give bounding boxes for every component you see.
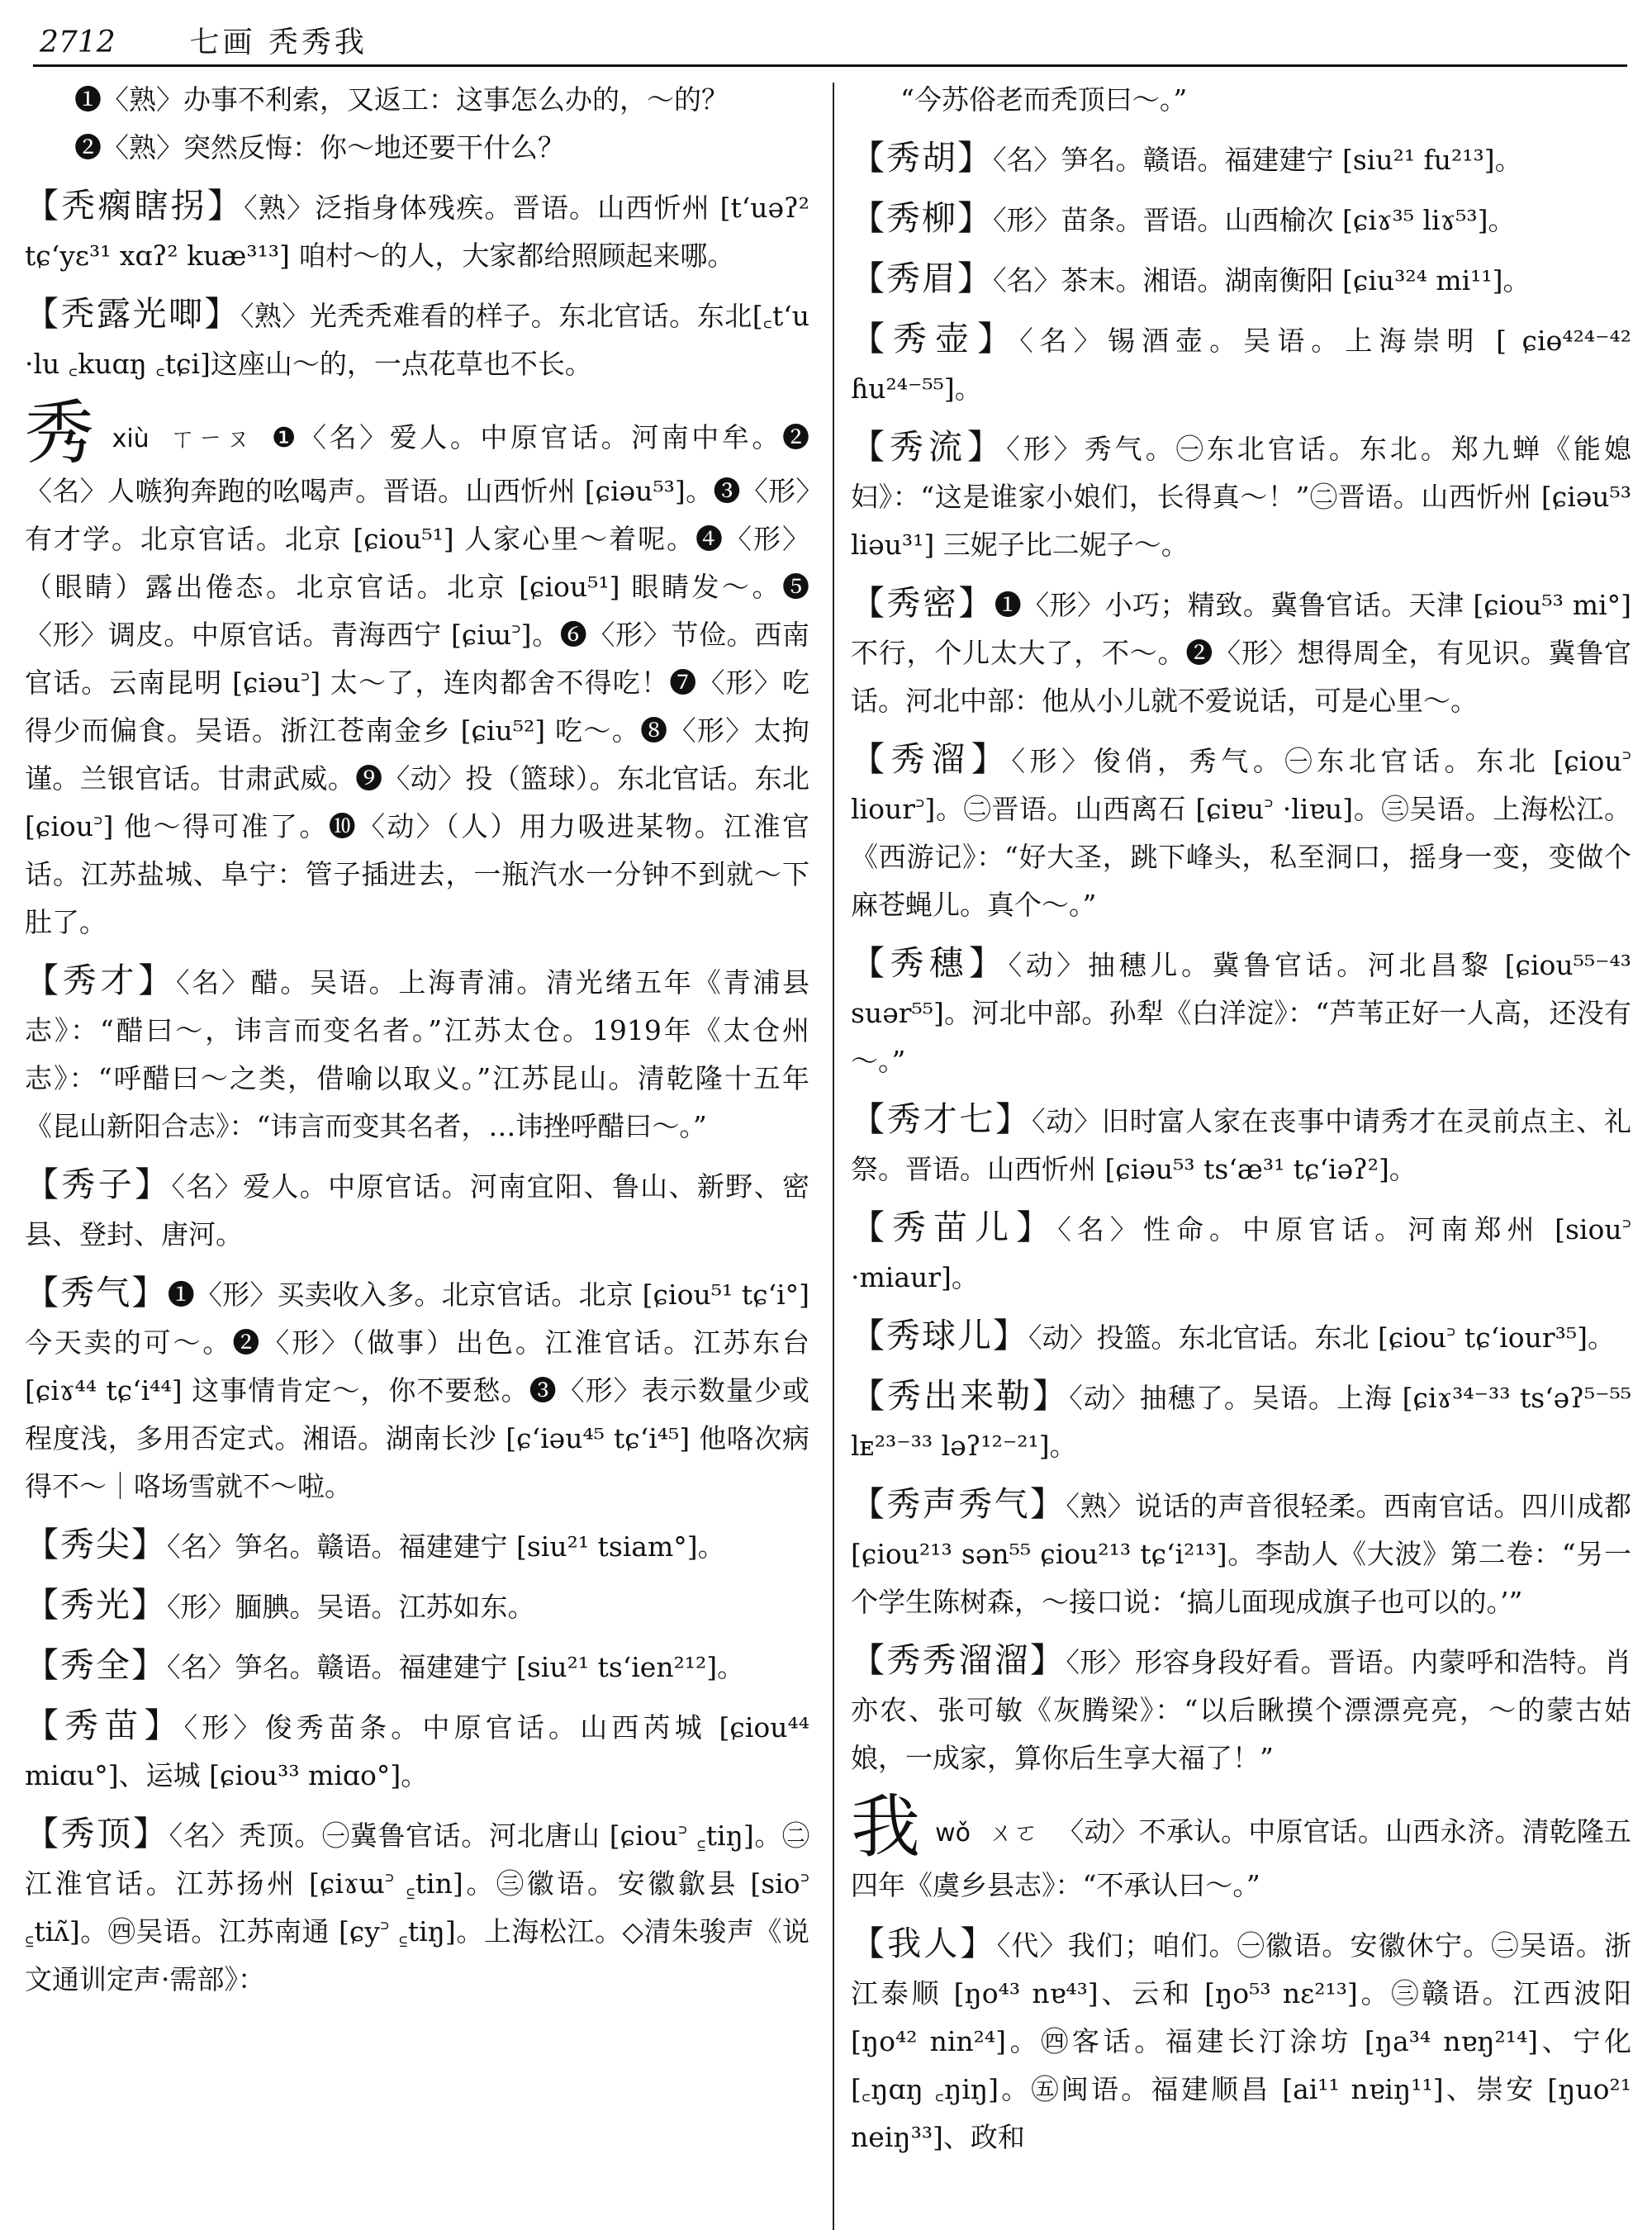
- entry-headword: 【秃露光唧】: [25, 294, 240, 334]
- entry-headword: 【秀壶】: [851, 319, 1020, 358]
- entry-headword: 【秀密】: [851, 583, 995, 623]
- entry-definition: 〈名〉锡酒壶。吴语。上海崇明 [ ɕiɵ⁴²⁴⁻⁴² ɦu²⁴⁻⁵⁵]。: [851, 325, 1631, 405]
- dictionary-entry: [25, 1521, 809, 1571]
- left-column: [25, 76, 809, 2014]
- entry-definition: 〈名〉爱人。中原官话。河南宜阳、鲁山、新野、密县、登封、唐河。: [25, 1170, 810, 1250]
- entry-definition: 〈形〉俊俏，秀气。㊀东北官话。东北 [ɕiou꜄ liour꜄]。㊁晋语。山西离石 [ɕiɐu꜄ ·liɐu]。㊂吴语。上海松江。《西游记》：“好大圣，跳下峰头，私至洞口，摇身一变，变做个麻苍蝇儿。真个～。”: [851, 745, 1631, 921]
- entry-headword: 【秀柳】: [851, 198, 993, 238]
- entry-definition: 〈动〉抽穗儿。冀鲁官话。河北昌黎 [ɕiou⁵⁵⁻⁴³ suər⁵⁵]。河北中部。孙犁《白洋淀》：“芦苇正好一人高，还没有～。”: [851, 949, 1632, 1077]
- dictionary-entry: [851, 423, 1631, 569]
- entry-headword: 【秀球儿】: [851, 1316, 1028, 1355]
- entry-definition: 〈名〉笋名。赣语。福建建宁 [siu²¹ fu²¹³]。: [993, 144, 1522, 176]
- entry-continuation: [25, 76, 809, 124]
- entry-definition: ❶〈形〉小巧；精致。冀鲁官话。天津 [ɕiou⁵³ mi°] 不行，个儿太大了，不～。❷〈形〉想得周全，有见识。冀鲁官话。河北中部：他从小儿就不爱说话，可是心里～。: [851, 589, 1631, 717]
- entry-definition: 〈动〉旧时富人家在丧事中请秀才在灵前点主、礼祭。晋语。山西忻州 [ɕiəu⁵³ ts‘æ³¹ tɕ‘iəʔ²]。: [851, 1105, 1632, 1185]
- entry-headword: 【秀子】: [25, 1165, 172, 1204]
- entry-definition: 〈名〉笋名。赣语。福建建宁 [siu²¹ tsiam°]。: [167, 1530, 725, 1563]
- entry-headword: 【秀苗儿】: [851, 1208, 1058, 1247]
- dictionary-entry: [25, 1810, 809, 2004]
- entry-headword: 【秀顶】: [25, 1814, 169, 1853]
- entry-headword: 【秀声秀气】: [851, 1484, 1066, 1524]
- entry-definition: 〈熟〉光秃秃难看的样子。东北官话。东北[꜀t‘u ·lu ꜀kuɑŋ ꜀tɕi]这座山～的，一点花草也不长。: [25, 300, 810, 380]
- entry-definition: “今苏俗老而秃顶曰～。”: [900, 83, 1188, 116]
- entry-definition: 〈动〉抽穗了。吴语。上海 [ɕiɤ³⁴⁻³³ ts‘əʔ⁵⁻⁵⁵ lᴇ²³⁻³³ ləʔ¹²⁻²¹]。: [851, 1382, 1632, 1462]
- dictionary-entry: [851, 1095, 1631, 1193]
- dictionary-entry: [25, 956, 809, 1151]
- entry-definition: 〈名〉醋。吴语。上海青浦。清光绪五年《青浦县志》：“醋曰～，讳言而变名者。”江苏太仓。1919年《太仓州志》：“呼醋曰～之类，借喻以取义。”江苏昆山。清乾隆十五年《昆山新阳合志》：“讳言而变其名者，…讳挫呼醋曰～。”: [25, 966, 810, 1142]
- entry-headword: 【秀苗】: [25, 1706, 184, 1745]
- entry-definition: 〈形〉秀气。㊀东北官话。东北。郑九蝉《能媳妇》：“这是谁家小娘们，长得真～！”㊁晋语。山西忻州 [ɕiəu⁵³ liəu³¹] 三妮子比二妮子～。: [851, 433, 1632, 561]
- dictionary-entry: [851, 1480, 1631, 1626]
- dictionary-entry: [851, 1636, 1631, 1782]
- entry-definition: 〈名〉性命。中原官话。河南郑州 [siou꜄ ·miaur]。: [851, 1213, 1631, 1293]
- dictionary-entry: [851, 1203, 1631, 1302]
- dictionary-entry: [851, 939, 1631, 1085]
- head-character: 我: [851, 1786, 921, 1867]
- pinyin: xiù: [112, 425, 150, 453]
- head-character: 秀: [25, 392, 97, 473]
- entry-definition: ❷〈熟〉突然反悔：你～地还要干什么？: [74, 131, 565, 164]
- entry-headword: 【秀才】: [25, 961, 176, 1000]
- entry-continuation: [851, 76, 1631, 124]
- entry-definition: 〈动〉投篮。东北官话。东北 [ɕiou꜄ tɕ‘iour³⁵]。: [1028, 1321, 1615, 1354]
- bopomofo: ㄨㄛ: [989, 1819, 1039, 1848]
- entry-headword: 【秃瘸瞎拐】: [25, 186, 244, 225]
- dictionary-entry: [25, 290, 809, 388]
- entry-headword: 【秀溜】: [851, 739, 1012, 779]
- dictionary-entry: [851, 315, 1631, 413]
- dictionary-entry: [851, 254, 1631, 305]
- page-number: 2712: [40, 26, 116, 59]
- entry-definition: 〈名〉笋名。赣语。福建建宁 [siu²¹ ts‘ien²¹²]。: [167, 1651, 745, 1683]
- entry-definition: 〈形〉俊秀苗条。中原官话。山西芮城 [ɕiou⁴⁴ miɑu°]、运城 [ɕiou³³ miɑo°]。: [25, 1711, 809, 1791]
- entry-continuation: [25, 124, 809, 172]
- right-column: [851, 76, 1631, 2171]
- dictionary-entry: [25, 1701, 809, 1800]
- pinyin: wǒ: [935, 1819, 971, 1848]
- character-entry: [851, 1786, 1631, 1910]
- entry-headword: 【秀才七】: [851, 1099, 1032, 1139]
- entry-definition: 〈形〉腼腆。吴语。江苏如东。: [167, 1591, 535, 1623]
- entry-definition: 〈名〉茶末。湘语。湖南衡阳 [ɕiu³²⁴ mi¹¹]。: [993, 264, 1531, 297]
- entry-definition: 〈熟〉说话的声音很轻柔。西南官话。四川成都 [ɕiou²¹³ sən⁵⁵ ɕiou²¹³ tɕ‘i²¹³]。李劼人《大波》第二卷：“另一个学生陈树森，～接口说：‘搞儿面现成旗子也可以的。’”: [851, 1490, 1632, 1618]
- dictionary-entry: [851, 134, 1631, 184]
- entry-headword: 【秀全】: [25, 1645, 167, 1685]
- entry-headword: 【秀胡】: [851, 138, 993, 178]
- dictionary-entry: [851, 579, 1631, 725]
- dictionary-entry: [851, 1919, 1631, 2161]
- column-divider: [833, 83, 834, 2230]
- entry-headword: 【我人】: [851, 1924, 997, 1963]
- entry-headword: 【秀穗】: [851, 943, 1009, 983]
- entry-definition: 〈形〉形容身段好看。晋语。内蒙呼和浩特。肖亦农、张可敏《灰腾梁》：“以后瞅摸个漂漂亮亮，～的蒙古姑娘，一成家，算你后生享大福了！”: [851, 1646, 1632, 1774]
- entry-definition: ❶〈形〉买卖收入多。北京官话。北京 [ɕiou⁵¹ tɕ‘i°] 今天卖的可～。❷〈形〉（做事）出色。江淮官话。江苏东台 [ɕiɤ⁴⁴ tɕ‘i⁴⁴] 这事情肯定～，你不要愁。❸〈形〉表示数量少或程度浅，多用否定式。湘语。湖南长沙 [ɕ‘iəu⁴⁵ tɕ‘i⁴⁵] 他咯次病得不～｜咯场雪就不～啦。: [25, 1279, 809, 1502]
- dictionary-entry: [851, 194, 1631, 244]
- entry-definition: 〈动〉不承认。中原官话。山西永济。清乾隆五四年《虞乡县志》：“不承认曰～。”: [851, 1815, 1631, 1901]
- entry-definition: 〈熟〉泛指身体残疾。晋语。山西忻州 [t‘uəʔ² tɕ‘yɛ³¹ xɑʔ² kuæ³¹³] 咱村～的人，大家都给照顾起来哪。: [25, 192, 809, 272]
- entry-definition: 〈形〉苗条。晋语。山西榆次 [ɕiɤ³⁵ liɤ⁵³]。: [993, 204, 1516, 236]
- entry-headword: 【秀光】: [25, 1585, 167, 1625]
- dictionary-entry: [851, 1312, 1631, 1362]
- dictionary-entry: [851, 735, 1631, 929]
- dictionary-entry: [25, 1641, 809, 1691]
- entry-definition: 〈名〉秃顶。㊀冀鲁官话。河北唐山 [ɕiou꜄ ꜁tiŋ]。㊁江淮官话。江苏扬州 [ɕiɤɯ꜄ ꜁tin]。㊂徽语。安徽歙县 [sio꜄ ꜁tiʌ̃]。㊃吴语。江苏南通 [ɕy꜄ ꜁tiŋ]。上海松江。◇清朱骏声《说文通训定声·需部》：: [25, 1820, 810, 1995]
- entry-headword: 【秀秀溜溜】: [851, 1640, 1066, 1680]
- entry-headword: 【秀眉】: [851, 259, 993, 298]
- page-header: [33, 21, 1627, 67]
- entry-definition: ❶〈熟〉办事不利索，又返工：这事怎么办的，～的？: [74, 83, 729, 116]
- entry-definition: 〈代〉我们；咱们。㊀徽语。安徽休宁。㊁吴语。浙江泰顺 [ŋo⁴³ nɐ⁴³]、云和 [ŋo⁵³ nɛ²¹³]。㊂赣语。江西波阳 [ŋo⁴² nin²⁴]。㊃客话。福建长汀涂坊 [ŋa³⁴ nɐŋ²¹⁴]、宁化 [꜀ŋɑŋ ꜀ŋiŋ]。㊄闽语。福建顺昌 [ai¹¹ nɐiŋ¹¹]、崇安 [ŋuo²¹ neiŋ³³]、政和: [851, 1929, 1632, 2153]
- entry-headword: 【秀气】: [25, 1273, 168, 1312]
- entry-headword: 【秀出来勒】: [851, 1376, 1070, 1416]
- header-title: 七画 秃秀我: [189, 26, 368, 59]
- character-entry: [25, 392, 809, 947]
- dictionary-entry: [25, 1160, 809, 1259]
- entry-headword: 【秀尖】: [25, 1525, 167, 1564]
- dictionary-entry: [851, 1372, 1631, 1470]
- dictionary-entry: [25, 182, 809, 280]
- entry-headword: 【秀流】: [851, 427, 1007, 467]
- dictionary-entry: [25, 1269, 809, 1511]
- entry-definition: ❶〈名〉爱人。中原官话。河南中牟。❷〈名〉人嗾狗奔跑的吆喝声。晋语。山西忻州 [ɕiəu⁵³]。❸〈形〉有才学。北京官话。北京 [ɕiou⁵¹] 人家心里～着呢。❹〈形〉（眼睛）露出倦态。北京官话。北京 [ɕiou⁵¹] 眼睛发～。❺〈形〉调皮。中原官话。青海西宁 [ɕiɯ꜄]。❻〈形〉节俭。西南官话。云南昆明 [ɕiəu꜄] 太～了，连肉都舍不得吃！❼〈形〉吃得少而偏食。吴语。浙江苍南金乡 [ɕiu⁵²] 吃～。❽〈形〉太拘谨。兰银官话。甘肃武威。❾〈动〉投（篮球）。东北官话。东北 [ɕiou꜄] 他～得可准了。❿〈动〉（人）用力吸进某物。江淮官话。江苏盐城、阜宁：管子插进去，一瓶汽水一分钟不到就～下肚了。: [25, 421, 809, 938]
- bopomofo: ㄒㄧㄡ: [167, 425, 254, 453]
- dictionary-entry: [25, 1581, 809, 1631]
